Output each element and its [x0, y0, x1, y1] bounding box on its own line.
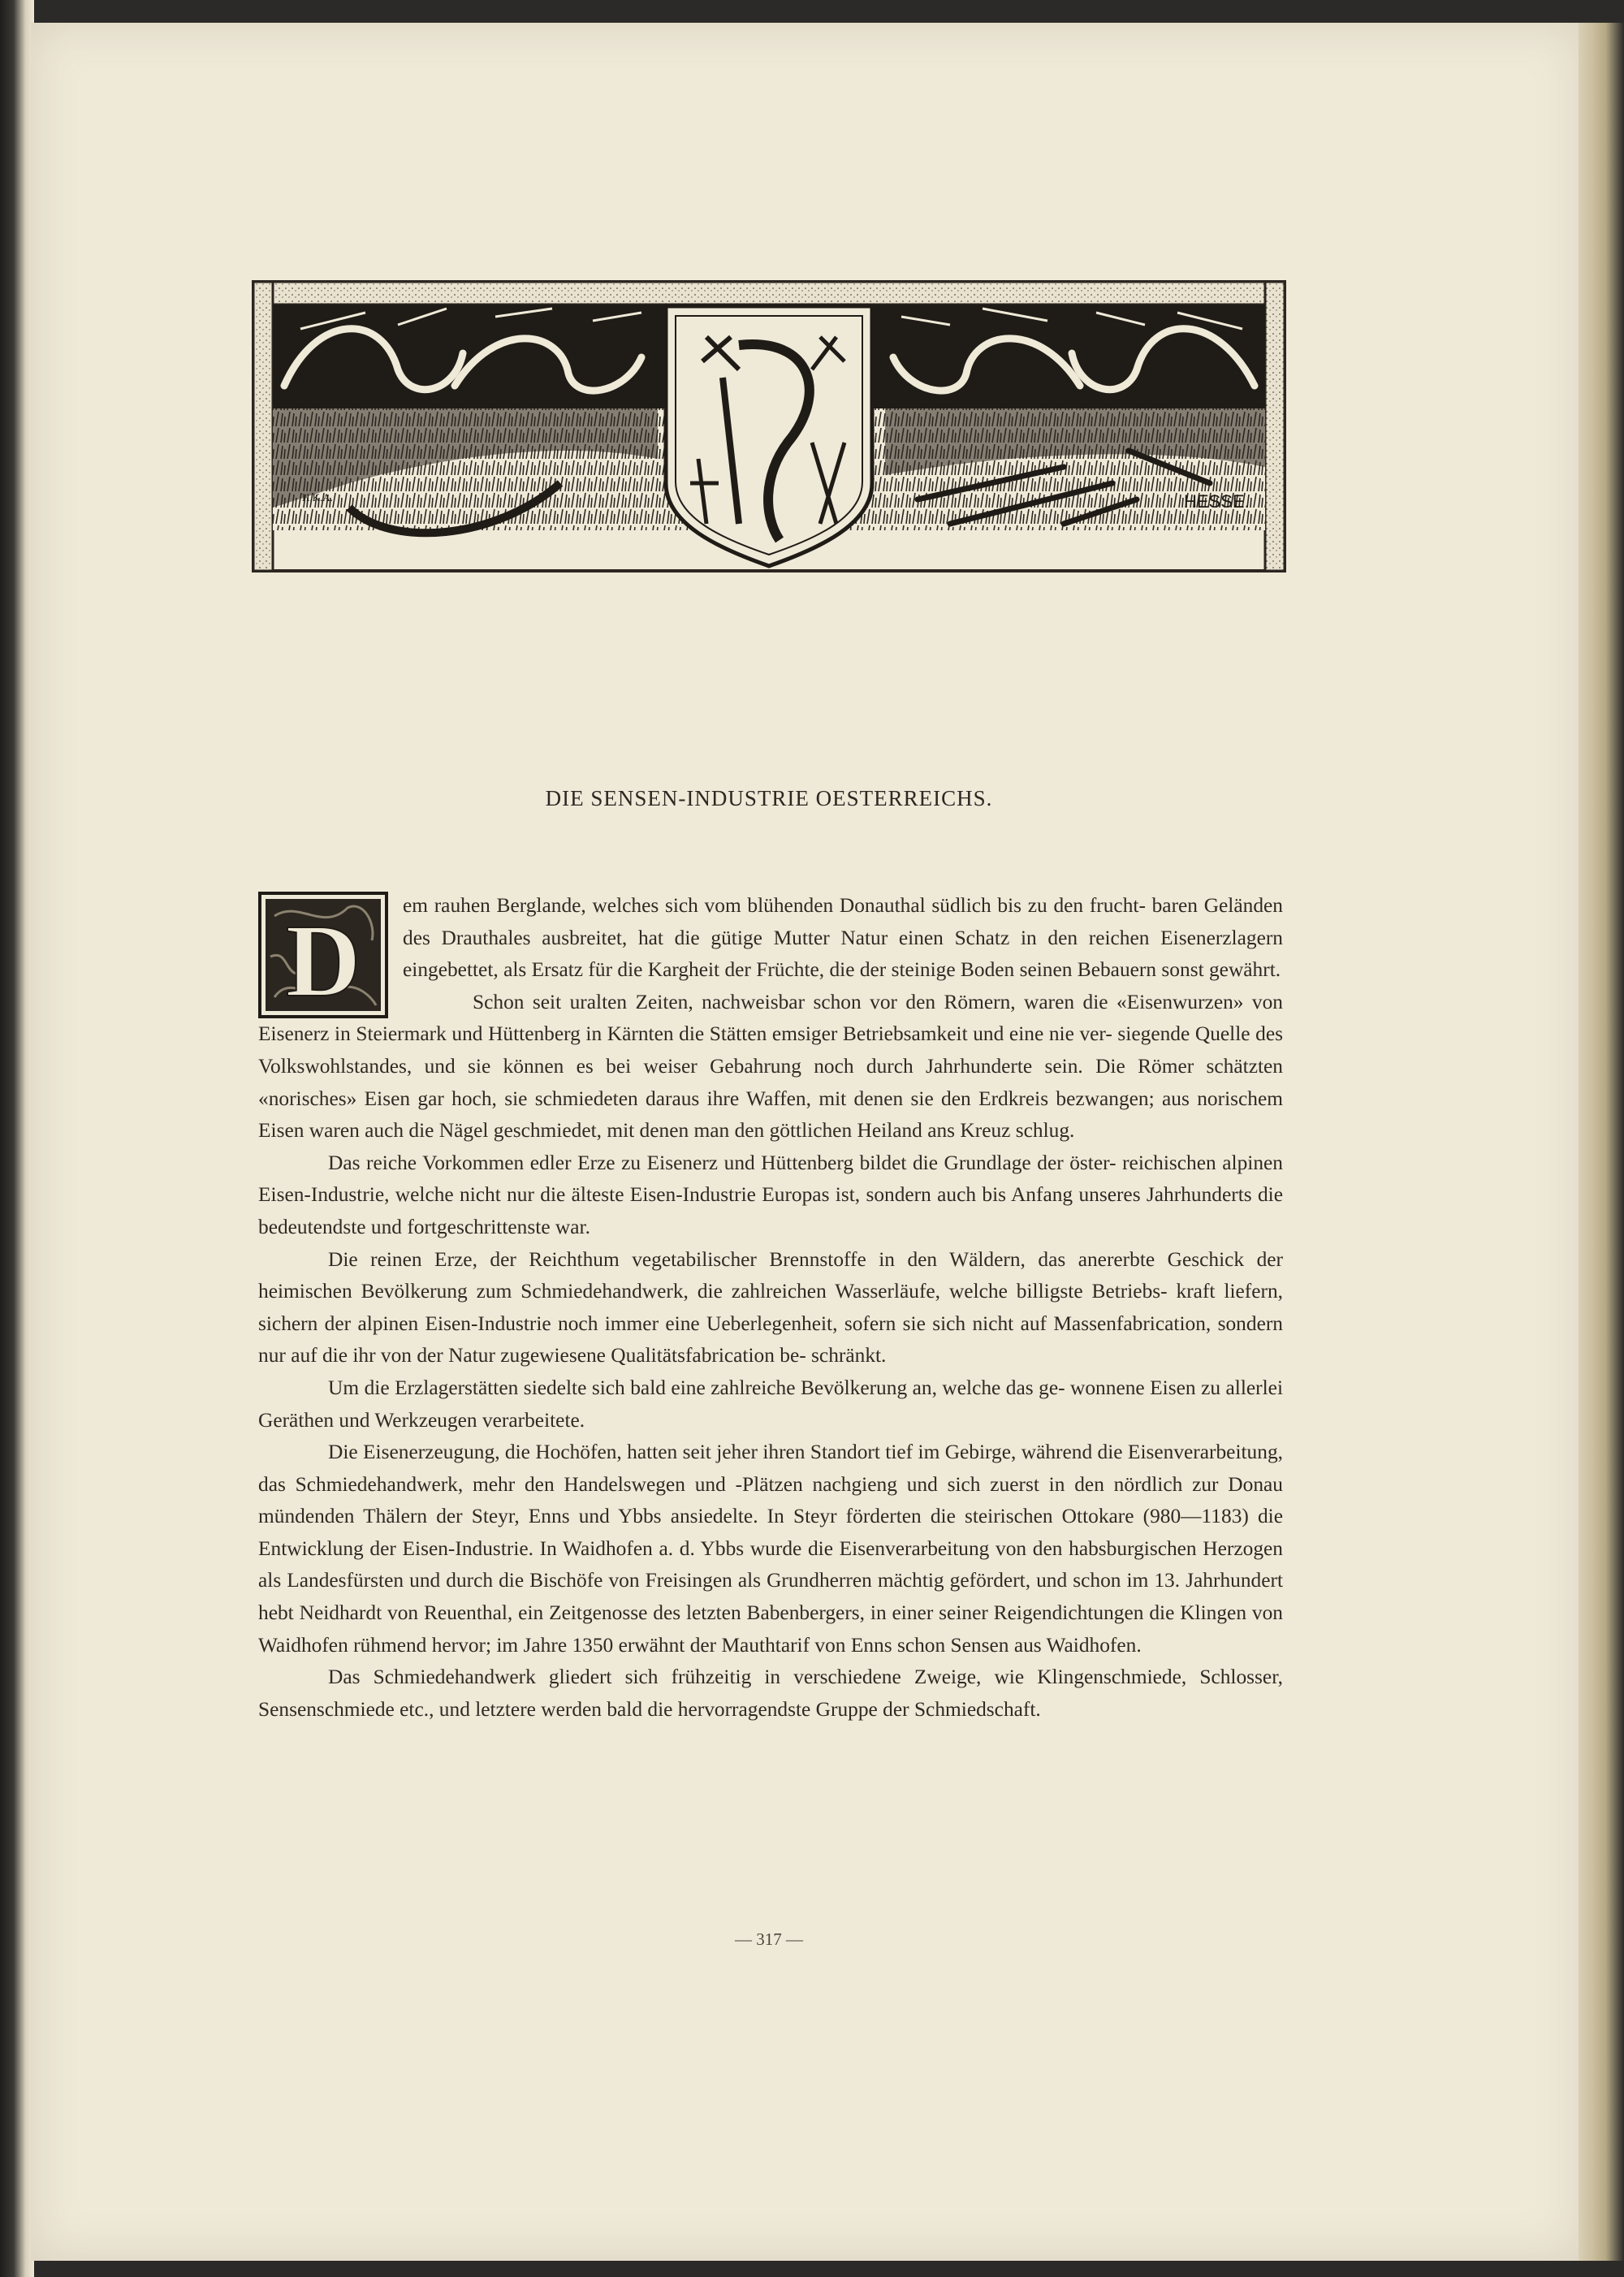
chapter-heading: DIE SENSEN-INDUSTRIE OESTERREICHS.	[545, 786, 993, 810]
paragraph-7: Das Schmiedehandwerk gliedert sich frühzeitig in verschiedene Zweige, wie Klingenschmiede, Schlosser, Sensenschmiede etc., und letztere werden bald die hervorragendste Gruppe der Schmiedschaft.	[258, 1666, 1283, 1721]
dropcap-letter: D	[285, 903, 361, 1018]
paragraph-1-text: em rauhen Berglande, welches sich vom blühenden Donauthal südlich bis zu den frucht- baren Geländen des Drauthales ausbreitet, hat die gütige Mutter Natur einen Schatz in den reichen Eisenerzlagern eingebettet, als Ersatz für die Kargheit der Früchte, die der steinige Boden seinen Bebauern sonst gewährt.	[403, 894, 1283, 982]
banner-signature-left: H.K.A.	[302, 491, 333, 503]
dropcap-initial	[258, 892, 388, 1018]
page-number: — 317 —	[735, 1929, 803, 1949]
paragraph-4: Die reinen Erze, der Reichthum vegetabilischer Brennstoffe in den Wäldern, das anererbte Geschick der heimischen Bevölkerung zum Schmiedehandwerk, die zahlreichen Wasserläufe, welche billigste Betriebs- kraft liefern, sichern der alpinen Eisen-Industrie noch immer eine Ueberlegenheit, sofern sie sich nicht auf Massenfabrication, sondern nur auf die ihr von der Natur zugewiesene Qualitätsfabrication be- schränkt.	[258, 1247, 1283, 1367]
paragraph-3: Das reiche Vorkommen edler Erze zu Eisenerz und Hüttenberg bildet die Grundlage der öster- reichischen alpinen Eisen-Industrie, welche nicht nur die älteste Eisen-Industrie Europas ist, sondern auch bis Anfang unseres Jahrhunderts die bedeutendste und fortgeschrittenste war.	[258, 1151, 1283, 1238]
page-edge	[1579, 23, 1624, 2261]
paragraph-6: Die Eisenerzeugung, die Hochöfen, hatten seit jeher ihren Standort tief im Gebirge, während die Eisenverarbeitung, das Schmiedehandwerk, mehr den Handelswegen und -Plätzen nachgieng und sich zuerst in den nördlich zur Donau mündenden Thälern der Steyr, Enns und Ybbs ansiedelte. In Steyr förderten die steirischen Ottokare (980—1183) die Entwicklung der Eisen-Industrie. In Waidhofen a. d. Ybbs wurde die Eisenverarbeitung von den habsburgischen Herzogen als Landesfürsten und durch die Bischöfe von Freisingen als Grundherren mächtig gefördert, und schon im 13. Jahrhundert hebt Neidhardt von Reuenthal, ein Zeitgenosse des letzten Babenbergers, in einer seiner Reigendichtungen die Klingen von Waidhofen rühmend hervor; im Jahre 1350 erwähnt der Mauthtarif von Enns schon Sensen aus Waidhofen.	[258, 1441, 1283, 1657]
ornamental-banner	[252, 280, 1286, 572]
paragraph-1	[258, 890, 1283, 1018]
article-body	[258, 890, 1283, 1726]
paragraph-2: Schon seit uralten Zeiten, nachweisbar schon vor den Römern, waren die «Eisenwurzen» von Eisenerz in Steiermark und Hüttenberg in Kärnten die Stätten emsiger Betriebsamkeit und eine nie ver- siegende Quelle des Volkswohlstandes, und sie können es bei weiser Gebahrung noch durch Jahrhunderte sein. Die Römer schätzten «norisches» Eisen gar hoch, sie schmiedeten daraus ihre Waffen, mit denen sie den Erdkreis bezwangen; aus norischem Eisen waren auch die Nägel geschmiedet, mit denen man den göttlichen Heiland ans Kreuz schlug.	[258, 990, 1283, 1143]
book-spine	[0, 0, 34, 2277]
banner-signature-right: HESSE.	[1184, 491, 1250, 512]
paragraph-5: Um die Erzlagerstätten siedelte sich bald eine zahlreiche Bevölkerung an, welche das ge- wonnene Eisen zu allerlei Geräthen und Werkzeugen verarbeitete.	[258, 1376, 1283, 1432]
